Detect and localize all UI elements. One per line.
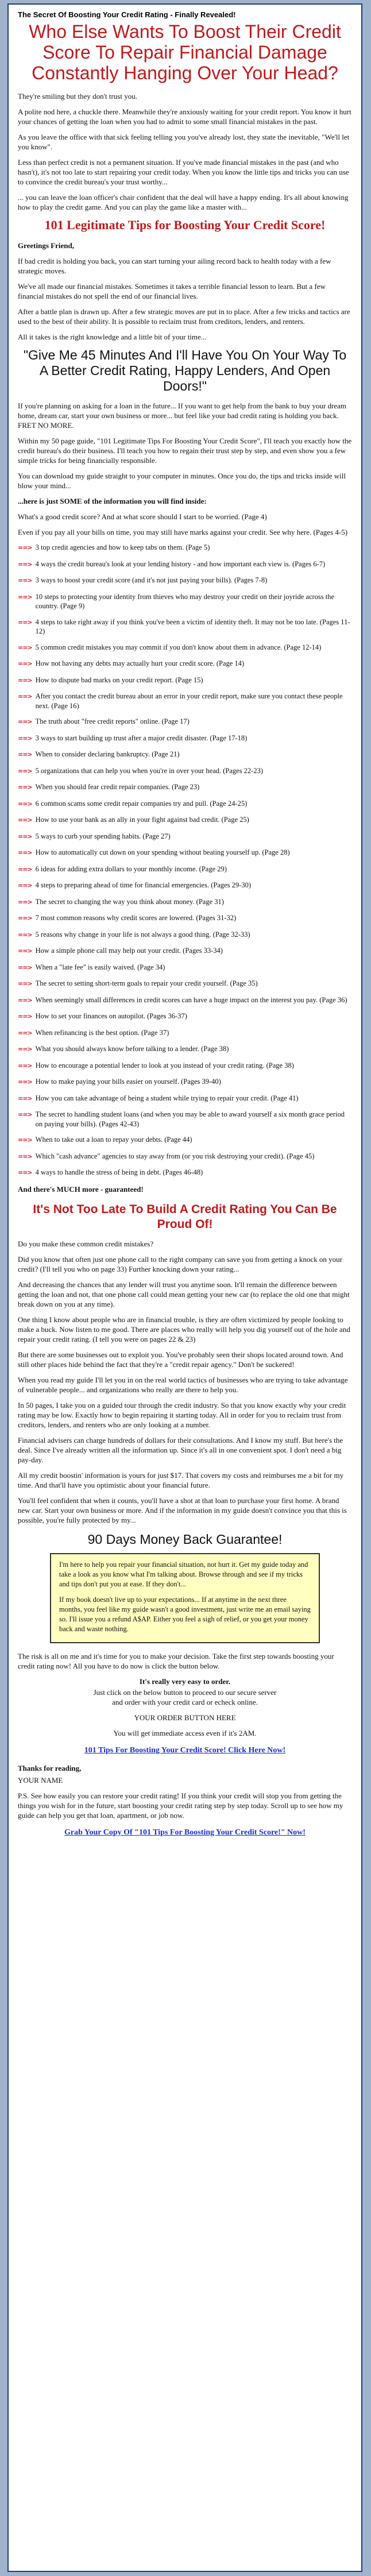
benefit-text: When to consider declaring bankruptcy. (Page 21) [35,750,180,758]
benefit-item [18,1061,352,1071]
benefit-text: After you contact the credit bureau about an error in your credit report, make sure you contact these people next. (Page 16) [35,692,343,710]
arrow-icon: ==> [18,898,32,906]
guarantee-box [50,1553,320,1643]
benefit-item [18,1028,352,1038]
benefit-item [18,1168,352,1178]
benefit-text: 6 ideas for adding extra dollars to your monthly income. (Page 29) [35,864,227,873]
arrow-icon: ==> [18,783,32,791]
benefit-text: How to dispute bad marks on your credit report. (Page 15) [35,675,203,684]
benefit-text: When seemingly small differences in credit scores can have a huge impact on the interest you pay. (Page 36) [35,995,347,1004]
body-paragraph: Even if you pay all your bills on time, you may still have marks against your credit. See why here. (Pages 4-5) [18,528,348,536]
intro-section [18,91,352,212]
benefit-text: How to set your finances on autopilot. (Pages 36-37) [35,1012,187,1020]
benefit-text: The truth about "free credit reports" online. (Page 17) [35,717,190,725]
intro-paragraph: They're smiling but they don't trust you. [18,92,137,101]
benefit-text: 3 ways to start building up trust after a major credit disaster. (Page 17-18) [35,733,248,742]
benefit-item [18,946,352,956]
benefit-text: Which "cash advance" agencies to stay away from (or you risk destroying your credit). (Page 45) [35,1152,315,1160]
benefit-text: When you should fear credit repair companies. (Page 23) [35,783,200,791]
benefit-text: How a simple phone call may help out your credit. (Pages 33-34) [35,947,223,955]
body-paragraph: You can download my guide straight to your computer in minutes. Once you do, the tips and tricks inside will blow your mind... [18,472,346,490]
order-link[interactable]: Grab Your Copy Of "101 Tips For Boosting Your Credit Score!" Now! [64,1828,306,1837]
body-paragraph: We've all made our financial mistakes. Sometimes it takes a terrible financial lesson to learn. But a few financial mistakes do not spell the end of our financial lives. [18,282,326,300]
benefit-item [18,1094,352,1104]
order-button[interactable]: YOUR ORDER BUTTON HERE [134,1713,236,1722]
benefit-text: 6 common scams some credit repair companies try and pull. (Page 24-25) [35,799,248,808]
benefit-list [18,543,352,1178]
arrow-icon: ==> [18,1061,32,1069]
arrow-icon: ==> [18,734,32,742]
arrow-icon: ==> [18,1094,32,1102]
promise-quote: "Give Me 45 Minutes And I'll Have You On Your Way To A Better Credit Rating, Happy Lenders, And Open Doors!" [23,347,347,393]
body-paragraph: But there are some businesses out to exploit you. You've probably seen their shops located around town. And still other places hide behind the fact that they're a "credit repair agency." Don't be suckered! [18,1350,343,1369]
benefit-item [18,1152,352,1162]
body-paragraph: One thing I know about people who are in financial trouble, is they are often victimized by people looking to make a buck. Now listen to me good. There are places who really will help you dig yourself out of the hole and repair your credit rating. (I tell you were on pages 22 & 23) [18,1315,350,1343]
arrow-icon: ==> [18,593,32,601]
benefit-item [18,675,352,686]
benefit-text: When a "late fee" is easily waived. (Page 34) [35,963,165,971]
intro-paragraph: A polite nod here, a chuckle there. Meanwhile they're anxiously waiting for your credit report. You know it hurt your chances of getting the loan when you had to admit to some small financial mistakes in the past. [18,107,351,126]
order-link-2-wrap [18,1828,352,1837]
benefit-text: 3 top credit agencies and how to keep tabs on them. (Page 5) [35,543,210,551]
benefit-item [18,995,352,1006]
benefit-text: 5 ways to curb your spending habits. (Page 27) [35,832,171,840]
main-headline: Who Else Wants To Boost Their Credit Score To Repair Financial Damage Constantly Hanging Over Your Head? [29,21,341,83]
arrow-icon: ==> [18,865,32,873]
arrow-icon: ==> [18,1136,32,1144]
benefit-text: 10 steps to protecting your identity from thieves who may destroy your credit on their joyride across the country. (Page 9) [35,592,335,610]
arrow-icon: ==> [18,1029,32,1037]
benefit-text: How to encourage a potential lender to look at you instead of your credit rating. (Page 38) [35,1061,294,1069]
much-more [18,1184,352,1194]
body-paragraph: Financial advisers can charge hundreds of dollars for their consultations. And I know my stuff. But here's the deal. Since I've already written all the information up. Since it's all in one convenient spot. I don't need a big pay-day. [18,1435,343,1464]
order-section [18,1677,352,1738]
benefit-text: How you can take advantage of being a student while trying to repair your credit. (Page 41) [35,1094,299,1102]
benefit-item [18,692,352,710]
arrow-icon: ==> [18,544,32,551]
benefit-item [18,717,352,727]
arrow-icon: ==> [18,560,32,568]
benefit-text: The secret to handling student loans (and when you may be able to award yourself a six month grace period on paying your bills). (Pages 42-43) [35,1110,345,1128]
benefit-text: How not having any debts may actually hurt your credit score. (Page 14) [35,659,245,667]
benefit-item [18,1044,352,1055]
benefit-text: How to make paying your bills easier on yourself. (Pages 39-40) [35,1077,221,1086]
body-paragraph: When you read my guide I'll let you in on the real world tactics of businesses who are trying to take advantage of vulnerable people... and organizations who really are there to help you. [18,1375,348,1394]
arrow-icon: ==> [18,816,32,824]
benefit-item [18,832,352,842]
body-paragraph: All it takes is the right knowledge and a little bit of your time... [18,333,207,341]
arrow-icon: ==> [18,947,32,955]
arrow-icon: ==> [18,660,32,667]
benefit-item [18,543,352,553]
body-section-3 [18,1239,352,1525]
intro-paragraph: ... you can leave the loan officer's chair confident that the deal will have a happy ending. It's all about knowing how to play the credit game. And you can play the game like a master with... [18,193,349,211]
arrow-icon: ==> [18,767,32,775]
sales-page [7,3,362,2572]
body-paragraph: Did you know that often just one phone call to the right company can save you from getting a knock on your credit? (I'll tell you who on page 33) Further knocking down your rating... [18,1254,343,1273]
benefit-item [18,782,352,793]
benefit-text: 5 reasons why change in your life is not always a good thing. (Page 32-33) [35,930,250,939]
arrow-icon: ==> [18,1169,32,1176]
arrow-icon: ==> [18,1078,32,1086]
ps-paragraph: P.S. See how easily you can restore your credit rating! If you think your credit will stop you from getting the things you wish for in the future, start boosting your credit rating step by step today. Scroll up to see how my guide can help you get that loan, apartment, or job now. [18,1791,343,1820]
arrow-icon: ==> [18,914,32,922]
benefit-item [18,963,352,973]
guarantee-paragraph: If my book doesn't live up to your expectations... If at anytime in the next three months, you feel like my guide wasn't a good investment, just write me an email saying so. I'll issue you a refund A$AP. Either you feel a sigh of relief, or you get your money back and waste nothing. [59,1595,311,1633]
arrow-icon: ==> [18,643,32,651]
benefit-item [18,930,352,940]
benefit-text: 4 steps to preparing ahead of time for financial emergencies. (Pages 29-30) [35,881,251,889]
not-too-late-heading: It's Not Too Late To Build A Credit Rating You Can Be Proud Of! [33,1202,337,1231]
arrow-icon: ==> [18,693,32,700]
benefit-item [18,559,352,570]
signature-name: YOUR NAME [18,1775,63,1785]
benefit-text: 4 ways the credit bureau's look at your lending history - and how important each view is. (Pages 6-7) [35,559,326,568]
benefit-item [18,848,352,858]
order-link[interactable]: 101 Tips For Boosting Your Credit Score! Click Here Now! [84,1745,286,1755]
body-paragraph: Do you make these common credit mistakes? [18,1239,154,1248]
benefit-item [18,1011,352,1022]
benefit-text: 3 ways to boost your credit score (and it's not just paying your bills). (Pages 7-8) [35,576,268,584]
arrow-icon: ==> [18,882,32,889]
guarantee-title: 90 Days Money Back Guarantee! [87,1531,283,1547]
benefit-item [18,750,352,760]
benefit-text: The secret to setting short-term goals to repair your credit yourself. (Page 35) [35,979,258,987]
benefit-text: When refinancing is the best option. (Page 37) [35,1028,169,1037]
arrow-icon: ==> [18,577,32,584]
benefit-item [18,1135,352,1145]
benefit-item [18,766,352,777]
order-link-1-wrap [18,1746,352,1755]
benefit-item [18,659,352,669]
body-paragraph: What's a good credit score? And at what score should I start to be worried. (Page 4) [18,512,267,521]
benefit-item [18,897,352,907]
arrow-icon: ==> [18,718,32,725]
top-banner: The Secret Of Boosting Your Credit Rating - Finally Revealed! [18,10,236,19]
benefit-item [18,576,352,586]
benefit-text: How to use your bank as an ally in your fight against bad credit. (Page 25) [35,816,249,824]
benefit-text: What you should always know before talking to a lender. (Page 38) [35,1045,229,1053]
arrow-icon: ==> [18,676,32,684]
arrow-icon: ==> [18,963,32,971]
benefit-text: 4 steps to take right away if you think you've been a victim of identity theft. It may not be too late. (Pages 11-12) [35,617,350,635]
arrow-icon: ==> [18,618,32,626]
benefit-item [18,864,352,875]
body-paragraph: If you're planning on asking for a loan in the future... If you want to get help from the bank to buy your dream home, dream car, start your own business or more... but feel like your bad credit rating is holding you back. FRET NO MORE. [18,401,347,430]
benefit-text: How to automatically cut down on your spending without beating yourself up. (Page 28) [35,848,290,856]
benefit-text: When to take out a loan to repay your debts. (Page 44) [35,1136,192,1144]
benefit-item [18,1077,352,1087]
order-easy [18,1677,352,1686]
benefit-item [18,880,352,891]
body-paragraph: You'll feel confident that when it counts, you'll have a shot at that loan to purchase your first home. A brand new car. Start your own business or more. And if the information in my guide doesn't convince you that this is possible, you're fully protected by my... [18,1496,347,1524]
much-more-text: And there's MUCH more - guaranteed! [18,1184,144,1194]
order-line: and order with your credit card or echeck online. [112,1697,258,1706]
benefit-item [18,592,352,611]
order-instant: You will get immediate access even if it's 2AM. [113,1728,257,1737]
body-paragraph: After a battle plan is drawn up. After a few strategic moves are put in to place. After a few tricks and tactics are used to the best of their ability. It is possible to reclaim trust from creditors, lenders, and renters. [18,307,350,326]
benefit-text: 5 organizations that can help you when you're in over your head. (Pages 22-23) [35,766,264,775]
body-paragraph: All my credit boostin' information is yours for just $17. That covers my costs and reimburses me a bit for my time. And that'll have you optimistic about your financial future. [18,1470,344,1489]
arrow-icon: ==> [18,1111,32,1118]
benefit-item [18,815,352,825]
body-paragraph: If bad credit is holding you back, you can start turning your ailing record back to health today with a few strategic moves. [18,257,331,275]
arrow-icon: ==> [18,1152,32,1160]
body-paragraph: And decreasing the chances that any lender will trust you anytime soon. It'll remain the difference between getting the loan and not, that one phone call could mean getting your new car (to replace the old one that might break down on you at any time). [18,1280,350,1308]
intro-paragraph: As you leave the office with that sick feeling telling you you've already lost, they state the inevitable, "We'll let you know". [18,133,350,151]
benefit-text: The secret to changing the way you think about money. (Page 31) [35,897,224,906]
benefit-item [18,799,352,809]
benefit-item [18,979,352,989]
thanks-text: Thanks for reading, [18,1763,82,1772]
body-paragraph: Within my 50 page guide, "101 Legitimate Tips For Boosting Your Credit Score", I'll teach you exactly how the credit bureau's do their business. I'll teach you how to regain their trust step by step, and even show you a few simple tricks for being financially responsible. [18,437,352,465]
body-paragraph: In 50 pages, I take you on a guided tour through the credit industry. So that you know exactly why your credit rating may be low. Exactly how to begin repairing it starting today. All in order for you to reclaim trust from creditors, lenders, and renters who are only looking at a number. [18,1400,346,1429]
arrow-icon: ==> [18,996,32,1004]
benefit-text: 5 common credit mistakes you may commit if you don't know about them in advance. (Page 12-14) [35,643,322,651]
benefit-item [18,913,352,924]
arrow-icon: ==> [18,751,32,758]
benefit-item [18,617,352,636]
find-inside-text: ...here is just SOME of the information you will find inside: [18,497,207,505]
arrow-icon: ==> [18,930,32,939]
benefit-text: 4 ways to handle the stress of being in debt. (Pages 46-48) [35,1168,203,1176]
benefit-text: 7 most common reasons why credit scores are lowered. (Pages 31-32) [35,914,237,922]
benefit-item [18,643,352,653]
arrow-icon: ==> [18,1013,32,1020]
order-line: Just click on the below button to proceed to our secure server [93,1687,277,1697]
guarantee-paragraph: I'm here to help you repair your financial situation, not hurt it. Get my guide today and take a look as you know what I'm talking about. Browse through and see if my tricks and tips don't put you at ease. If they don't... [59,1560,308,1588]
arrow-icon: ==> [18,832,32,840]
benefit-item [18,1110,352,1129]
arrow-icon: ==> [18,800,32,808]
benefit-item [18,733,352,744]
greeting [18,241,352,250]
order-easy-text: It's really very easy to order. [139,1677,231,1686]
product-title: 101 Legitimate Tips for Boosting Your Credit Score! [44,218,326,232]
find-inside-heading [18,496,352,506]
thanks [18,1763,352,1773]
arrow-icon: ==> [18,849,32,856]
arrow-icon: ==> [18,980,32,987]
arrow-icon: ==> [18,1045,32,1053]
greeting-text: Greetings Friend, [18,241,74,250]
risk-paragraph: The risk is all on me and it's time for you to make your decision. Take the first step towards boosting your credit rating now! All you have to do now is click the button below. [18,1651,334,1670]
intro-paragraph: Less than perfect credit is not a permanent situation. If you've made financial mistakes in the past (and who hasn't), it's not too late to start repairing your credit today. When you know the little tips and tricks you can use to convince the credit bureau's your trust worthy... [18,158,349,186]
